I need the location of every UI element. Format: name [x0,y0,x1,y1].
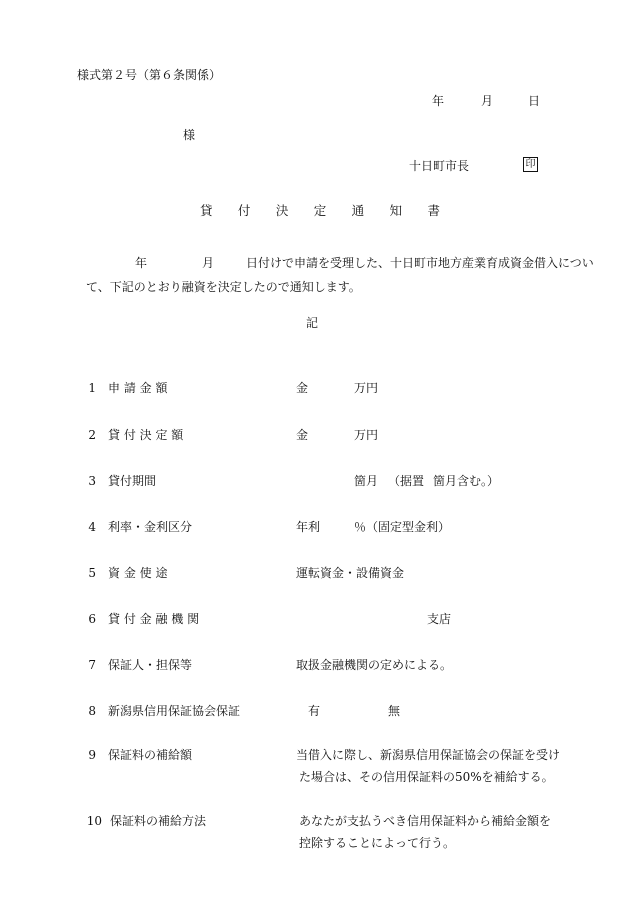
title-char: 貸 [200,203,213,218]
title-char: 通 [351,203,365,218]
body-month: 月 [202,256,215,270]
item-value-subsidy-line-2: た場合は、その信用保証料の50%を補給する。 [299,770,554,784]
item-number: 5 [88,566,96,580]
item-value-no: 無 [388,704,401,718]
item-label-application-amount: 申 請 金 額 [108,381,168,395]
item-label-fund-usage: 資 金 使 途 [108,566,168,580]
date-year-label: 年 [432,94,445,108]
item-number: 8 [88,704,96,718]
item-value-fund-usage: 運転資金・設備資金 [296,566,405,580]
item-number: 1 [88,381,96,395]
item-label-credit-guarantee: 新潟県信用保証協会保証 [108,704,241,718]
item-value-grace-months: 箇月含む。） [433,474,500,488]
body-line-1 [77,251,594,275]
item-value-method-line-2: 控除することによって行う。 [299,836,456,850]
body-line-2: て、下記のとおり融資を決定したので通知します。 [86,280,361,294]
title-char: 付 [237,203,251,218]
item-value-grace: （据置 [388,474,425,488]
item-number: 6 [88,612,96,626]
item-value-subsidy-line-1: 当借入に際し、新潟県信用保証協会の保証を受け [296,748,561,762]
item-label-financial-institution: 貸 付 金 融 機 関 [108,612,200,626]
seal-stamp: 印 [523,157,538,172]
item-label-guarantor: 保証人・担保等 [108,658,193,672]
item-number: 4 [88,520,96,534]
item-label-decided-amount: 貸 付 決 定 額 [108,428,184,442]
item-number: 10 [86,814,102,828]
item-value-branch: 支店 [427,612,452,626]
body-line1-text: 日付けで申請を受理した、十日町市地方産業育成資金借入につい [246,256,594,270]
item-value-unit: 万円 [354,381,379,395]
date-day-label: 日 [528,94,541,108]
item-number: 9 [88,748,96,762]
item-number: 3 [88,474,96,488]
document-title [200,205,440,218]
item-number: 7 [88,658,96,672]
issuer-name: 十日町市長 [409,159,470,173]
ki-heading: 記 [306,316,319,330]
item-value-method-line-1: あなたが支払うべき信用保証料から補給金額を [299,814,552,828]
item-value-prefix: 金 [296,428,309,442]
item-value-guarantor: 取扱金融機関の定めによる。 [296,658,453,672]
title-char: 決 [275,203,289,218]
item-number: 2 [88,428,96,442]
recipient-honorific: 様 [183,128,196,142]
body-paragraph [77,251,594,299]
item-value-annual-rate: 年利 [296,520,321,534]
item-value-prefix: 金 [296,381,309,395]
item-label-fee-subsidy-method: 保証料の補給方法 [110,814,207,828]
title-char: 書 [427,203,440,218]
title-char: 知 [389,203,403,218]
item-value-rate-type: ％（固定型金利） [354,520,451,534]
item-label-loan-period: 貸付期間 [108,474,157,488]
body-year: 年 [135,256,148,270]
form-number: 様式第２号（第６条関係） [77,68,222,82]
item-value-months: 箇月 [354,474,379,488]
item-label-interest-rate: 利率・金利区分 [108,520,193,534]
title-char: 定 [313,203,327,218]
item-value-yes: 有 [308,704,321,718]
date-month-label: 月 [481,94,494,108]
item-label-fee-subsidy-amount: 保証料の補給額 [108,748,193,762]
item-value-unit: 万円 [354,428,379,442]
